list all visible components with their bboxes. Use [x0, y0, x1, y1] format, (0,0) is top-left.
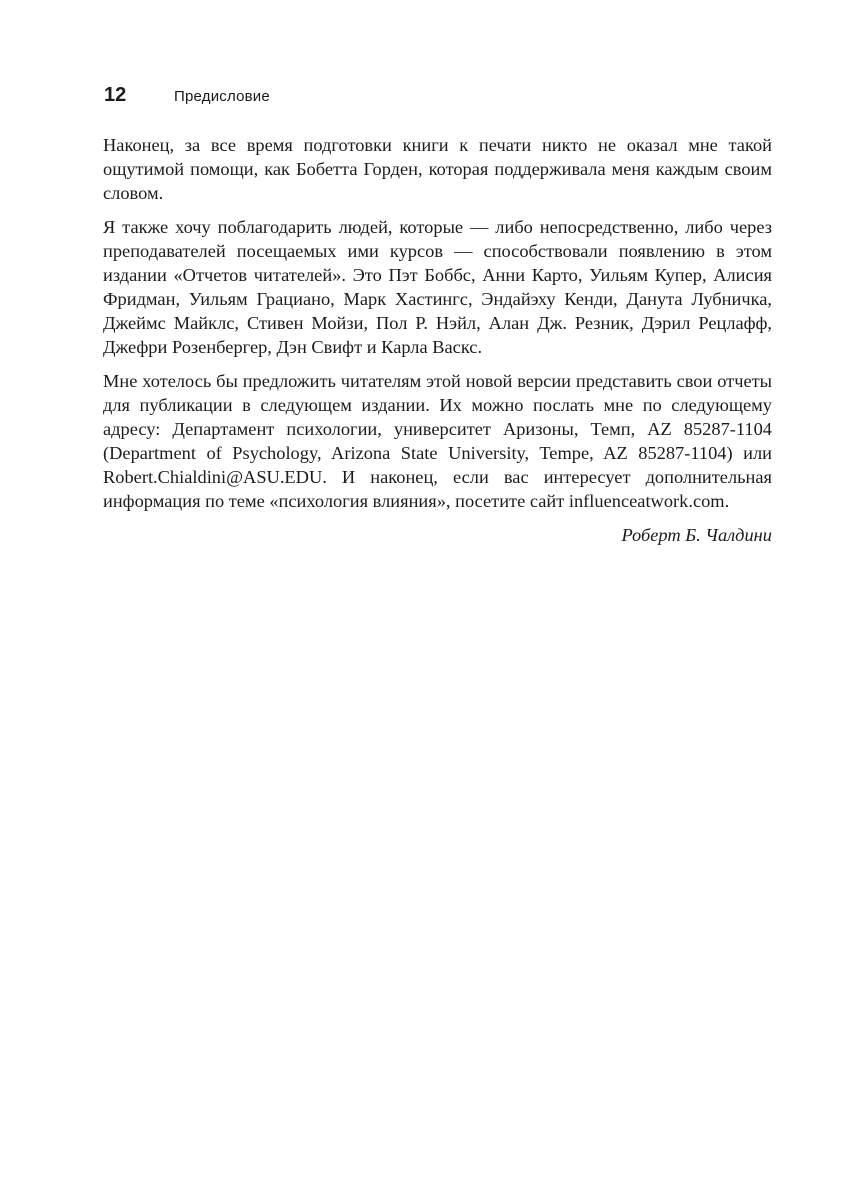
paragraph-acknowledgement-1: Наконец, за все время подготовки книги к печати никто не оказал мне такой ощутимой помощи, как Бобетта Горден, которая поддерживала меня каждым своим словом.: [103, 135, 772, 203]
running-head: [104, 84, 270, 114]
paragraph-contact-info: Мне хотелось бы предложить читателям этой новой версии представить свои отчеты для публикации в следующем издании. Их можно послать мне по следующему адресу: Департамент психологии, университет Аризоны, Темп, AZ 85287-1104 (Department of Psychology, Arizona State University, Tempe, AZ 85287-1104) или Robert.Chialdini@ASU.EDU. И наконец, если вас интересует дополнительная информация по теме «психология влияния», посетите сайт influenceatwork.com.: [103, 371, 772, 511]
author-signature: Роберт Б. Чалдини: [621, 525, 772, 545]
page-number: 12: [104, 84, 127, 106]
paragraph-acknowledgement-2: Я также хочу поблагодарить людей, которые — либо непосредственно, либо через преподавателей посещаемых ими курсов — способствовали появлению в этом издании «Отчетов читателей». Это Пэт Боббс, Анни Карто, Уильям Купер, Алисия Фридман, Уильям Грациано, Марк Хастингс, Эндайэху Кенди, Данута Лубничка, Джеймс Майклс, Стивен Мойзи, Пол Р. Нэйл, Алан Дж. Резник, Дэрил Рецлафф, Джефри Розенбергер, Дэн Свифт и Карла Васкс.: [103, 217, 772, 357]
section-title: Предисловие: [174, 88, 270, 105]
body-text: [103, 133, 772, 547]
